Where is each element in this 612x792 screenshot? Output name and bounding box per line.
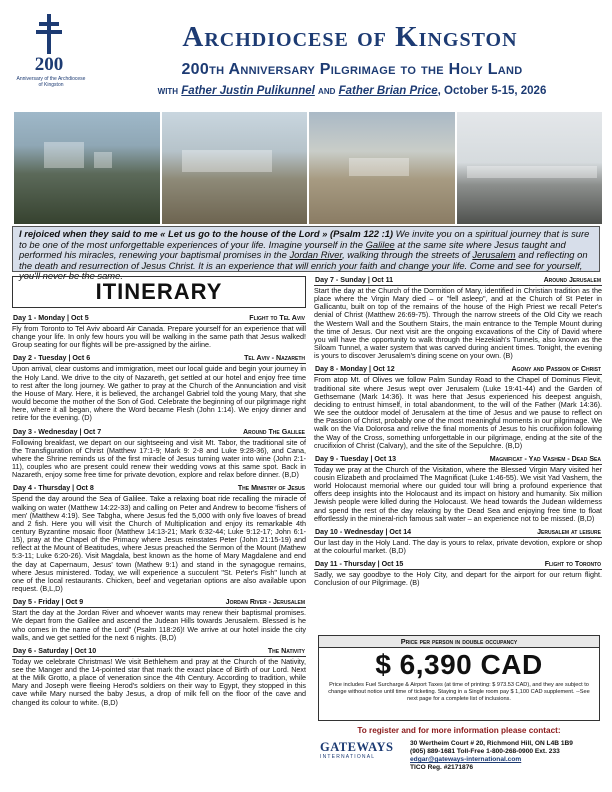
day-route: Tel Aviv - Nazareth — [244, 354, 305, 363]
photo-church-hill — [14, 112, 160, 224]
intro-text-2: at the same site where Jesus taught and performed his miracles, renewing your baptismal promises in the — [19, 238, 566, 261]
day-route: Jerusalem at leisure — [537, 527, 601, 536]
day-description: Sadly, we say goodbye to the Holy City, and depart for the airport for our return flight. Conclusion of our Pilgrimage. (B) — [314, 570, 602, 588]
agency-contact — [410, 740, 602, 772]
day-block — [12, 314, 306, 349]
page-title: Archdiocese of Kingston — [182, 21, 518, 53]
intro-jerusalem: Jerusalem — [472, 249, 516, 261]
day-header — [12, 647, 306, 657]
day-header — [314, 528, 602, 538]
day-description: Spend the day around the Sea of Galilee. Take a relaxing boat ride recalling the miracle of walking on water (Matthew 14:22-33) and calling on Peter and Andrew to become 'fishers of men' (Matthew 4:19). See Tabgha, where Jesus fed the 5,000 with only five loaves of bread and 2 fish. Here you will visit the Church of Multiplication and enjoy its remarkable 4th century Byzantine mosaic floor (Matthew 14:13-21; Mark 6:32-44; Luke 9:12-17; John 6:1-15), pray at the Chapel of the Primacy where Jesus reinstates Peter (John 21:15-19) and reflect at the Mount of Beatitudes, where Jesus preached the Sermon of the Mount (Mathew 5:3-11; Luke 6:20-26). Visit Magdala, best known as the home of Mary Magdalene and end the day at Capernaum, Jesus' town (Mathew 9:1) and stand in the synagogue remains, where Jesus ministered. Today, we will experience a succulent "St. Peter's Fish" lunch at one of the local restaurants. Chicken, beef and vegetarian options are also available upon request. (B,L,D) — [12, 494, 306, 594]
day-route: Magnificat - Yad Vashem - Dead Sea — [489, 454, 601, 463]
day-date: Day 5 - Friday | Oct 9 — [13, 598, 84, 607]
agency-name: GATEWAYS — [320, 740, 394, 754]
photo-strip — [14, 112, 602, 224]
logo-subtitle: Anniversary of the Archdiocese of Kingston — [16, 76, 86, 88]
day-date: Day 11 - Thursday | Oct 15 — [315, 560, 404, 569]
day-description: Today we celebrate Christmas! We visit Bethlehem and pray at the Church of the Nativity, see the Manger and the 14-pointed star that mark the exact place of Birth of our Lord. Next at the Milk Grotto, a place of veneration since the 4th Century. According to tradition, while Mary and Joseph were fleeing Herod's soldiers on their way to Egypt, they stopped in this cave while Mary nursed the baby Jesus, a drop of milk fell on the floor of the cave and changed its colour to white. (B,D) — [12, 656, 306, 707]
day-description: Start the day at the Jordan River and whoever wants may renew their baptismal promises. We depart from the Galilee and ascend the Judean Hills towards Jerusalem. Blessed is he who comes in the name of the Lord" (Psalm 118:26)! We arrive at our hotel inside the city walls, and we get settled for the next 6 nights. (B,D) — [12, 608, 306, 642]
cross-icon — [34, 14, 64, 54]
agency-tico: TICO Reg. #2171876 — [410, 764, 474, 772]
day-date: Day 3 - Wednesday | Oct 7 — [13, 427, 102, 436]
itinerary-right-column — [314, 276, 602, 593]
trip-dates: , October 5-15, 2026 — [437, 85, 547, 97]
photo-jerusalem-walls — [162, 112, 308, 224]
day-date: Day 10 - Wednesday | Oct 14 — [315, 527, 412, 536]
day-description: Our last day in the Holy Land. The day is yours to relax, private devotion, explore or shop at the colourful market. (B,D) — [314, 537, 602, 556]
day-block — [12, 428, 306, 480]
day-route: Around Jerusalem — [543, 276, 601, 284]
logo-number: 200 — [34, 54, 64, 75]
day-block — [12, 598, 306, 642]
leaders-line — [96, 84, 608, 98]
register-heading: To register and for more information please contact: — [357, 726, 561, 735]
day-date: Day 8 - Monday | Oct 12 — [315, 365, 395, 374]
gateways-logo — [320, 740, 400, 780]
day-block — [314, 528, 602, 555]
day-block — [314, 455, 602, 523]
itinerary-left-column — [12, 276, 306, 712]
price-amount: $ 6,390 CAD — [375, 649, 543, 680]
intro-text-1: We invite you on a spiritual journey that is sure to be one of the most unforgettable experiences of your life. Imagine yourself in the — [19, 228, 590, 250]
psalm-quote: I rejoiced when they said to me « Let us go to the house of the Lord » (Psalm 122 :1) — [19, 228, 394, 239]
day-header — [314, 276, 602, 286]
day-block — [314, 365, 602, 449]
day-header — [12, 484, 306, 494]
and-label: and — [318, 85, 336, 97]
day-description: Fly from Toronto to Tel Aviv aboard Air Canada. Prepare yourself for an experience that will change your life. In only few hours you will be walking in the same path that Jesus walked! Group seating for our flights will be pre-assigned by the airline. — [12, 324, 306, 350]
day-date: Day 6 - Saturday | Oct 10 — [13, 646, 97, 655]
leader-1: Father Justin Pulikunnel — [181, 85, 315, 97]
intro-galilee: Galilee — [365, 238, 395, 250]
day-header — [314, 365, 602, 375]
day-date: Day 2 - Tuesday | Oct 6 — [13, 354, 91, 363]
day-description: Upon arrival, clear customs and immigration, meet our local guide and begin your journey in the Holy Land. We drive to the city of Nazareth, get settled at our hotel and enjoy free time to rest after the long journey. We gather to pray at the Church of the Annunciation and visit the House of Mary. Here, it is believed, the archangel Gabriel told the young Mary, that she would become the mother of the Son of God. Celebrate the beginning of our pilgrimage right here, where it all began, where the Word became Flesh (John 1:14). We enjoy dinner and retire for the evening. (D) — [12, 364, 306, 423]
leader-2: Father Brian Price — [338, 85, 438, 97]
day-block — [314, 276, 602, 360]
day-description: Start the day at the Church of the Dormition of Mary, identified in Christian tradition as the place where the Virgin Mary died – or "fell asleep", and at the Church of St Peter in Gallicantu, built on top of the remains of the house of the High Priest we recall Peter's denial of Christ (Matthew 26:69-75). Through the narrow streets of the Old City we reach the Western Wall and the Southern Stairs, the main entrance to the Temple Mount during the time of Jesus. Our next visit are the ongoing excavations of the City of David where you will have the opportunity to walk through the Hezekiah's Tunnels, also known as the Siloam Tunnel, a water system that was carved during ancient times. Tonight, the evening is yours to discover Jerusalem's dining scene on your own. (B) — [314, 286, 602, 361]
day-block — [12, 484, 306, 593]
day-route: Around The Galilee — [243, 427, 305, 436]
day-date: Day 1 - Monday | Oct 5 — [13, 314, 89, 322]
day-header — [12, 598, 306, 608]
agency-address: 30 Wertheim Court # 20, Richmond Hill, ON L4B 1B9 — [410, 740, 573, 747]
agency-email[interactable]: edgar@gateways-international.com — [410, 756, 522, 764]
anniversary-logo — [14, 14, 86, 110]
day-header — [314, 560, 602, 570]
day-header — [12, 314, 306, 324]
price-note: Price includes Fuel Surcharge & Airport Taxes (at time of printing: $ 973.53 CAD), and they are subject to change without notice until time of ticketing. Staying in a Single room pay $ 1,100 CAD supplement. --See next page for a complete list of inclusions. — [328, 682, 590, 702]
day-route: Agony and Passion of Christ — [511, 365, 601, 374]
day-date: Day 9 - Tuesday | Oct 13 — [315, 454, 397, 463]
day-header — [12, 354, 306, 364]
day-date: Day 7 - Sunday | Oct 11 — [315, 276, 394, 284]
agency-phone: (905) 889-1681 Toll-Free 1-800-268-0900 Ext. 233 — [410, 748, 560, 756]
day-route: Flight to Tel Aviv — [249, 314, 305, 322]
agency-sub: INTERNATIONAL — [320, 754, 376, 760]
day-route: Flight to Toronto — [544, 560, 601, 569]
page-subtitle: 200th Anniversary Pilgrimage to the Holy Land — [181, 61, 523, 78]
intro-text-4: and reflecting on the death and resurrection of Jesus Christ. It is an experience that will enrich your faith and change your life. Come and see for yourself, you'll never be the same. — [19, 249, 588, 282]
day-route: The Nativity — [267, 646, 305, 655]
price-box — [318, 635, 600, 721]
day-block — [314, 560, 602, 587]
intro-text-3: , walking through the streets of — [342, 249, 473, 261]
day-description: Today we pray at the Church of the Visitation, where the Blessed Virgin Mary visited her cousin Elizabeth and proclaimed The Magnificat (Luke 1:46-55). We visit Yad Vashem, the world Holocaust memorial where our guided tour will bring a profound experience that offers deep insights into the Holocaust and its impact on history and humanity. Six million Jewish people were killed during the Holocaust. We head towards the Judean wilderness and spend the rest of the day relaxing by the Dead Sea and enjoying free time to float effortlessly in the mineral-rich famous salt water – an experience not to be missed. (B,D) — [314, 464, 602, 523]
day-block — [12, 354, 306, 422]
photo-old-city — [309, 112, 455, 224]
day-description: Following breakfast, we depart on our sightseeing and visit Mt. Tabor, the traditional site of the Transfiguration of Christ (Matthew 17:1-9; Mark 9: 2-8 and Luke 9:28-36), and Cana, where the Shrine reminds us of the first miracle of Jesus turning water into wine (John 2:1-11), couples who are present could renew their wedding vows at this same spot. Back in Nazareth, enjoy some free time for private devotion, explore and relax before dinner. (B,D) — [12, 437, 306, 480]
day-route: Jordan River - Jerusalem — [225, 598, 305, 607]
header — [0, 0, 612, 112]
day-description: From atop Mt. of Olives we follow Palm Sunday Road to the Chapel of Dominus Flevit, traditional site where Jesus wept over Jerusalem (Luke 19:41-44) and the Garden of Gethsemane (Mark 14:36). It was here that Jesus experienced his deepest anguish, deciding to entrust himself, in total abandonment, to the will of the Father (Mark 14:36). We see the outdoor model of Jerusalem at the time of Jesus and we pause to reflect on the Passion of Christ, probably one of the most meaningful moments in our pilgrimage. We walk on the Via Dolorosa and relive the final moments of Jesus to his crucifixion following the Way of the Cross, something unforgettable in our pilgrimage, ending at the site of the crucifixion of Christ (Calvary), and the site of the Sepulchre. (B,D) — [314, 375, 602, 450]
day-header — [314, 455, 602, 465]
price-caption: Price per person in double occupancy — [319, 636, 599, 648]
day-header — [12, 428, 306, 438]
itinerary-heading: ITINERARY — [12, 276, 306, 308]
with-label: with — [157, 85, 179, 97]
day-block — [12, 647, 306, 707]
day-route: The Ministry of Jesus — [237, 484, 305, 493]
day-date: Day 4 - Thursday | Oct 8 — [13, 484, 94, 493]
photo-sea-of-galilee — [457, 112, 603, 224]
intro-jordan: Jordan River — [289, 249, 343, 261]
